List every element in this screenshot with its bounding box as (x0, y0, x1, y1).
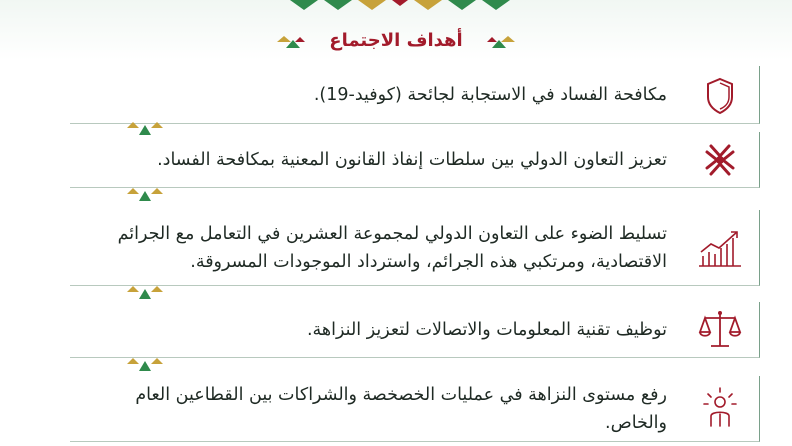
title-row (0, 28, 792, 54)
scales-icon (691, 308, 749, 352)
top-ornament (290, 0, 510, 12)
goal-card (70, 66, 760, 124)
divider-ornament (127, 187, 163, 201)
goal-card (70, 210, 760, 286)
growth-chart-icon (691, 226, 749, 270)
goal-text: توظيف تقنية المعلومات والاتصالات لتعزيز النزاهة. (306, 319, 667, 340)
goal-card (70, 132, 760, 188)
title-ornament-left (277, 36, 305, 48)
goal-text: تعزيز التعاون الدولي بين سلطات إنفاذ القانون المعنية بمكافحة الفساد. (157, 149, 667, 170)
goal-text: مكافحة الفساد في الاستجابة لجائحة (كوفيد-19). (313, 84, 667, 105)
divider-ornament (127, 357, 163, 371)
page-title: أهداف الاجتماع (329, 30, 463, 51)
shield-icon (691, 73, 749, 117)
goal-card (70, 302, 760, 358)
cooperation-hands-icon (691, 138, 749, 182)
person-idea-icon (691, 386, 749, 430)
title-ornament-right (487, 36, 515, 48)
goal-card (70, 376, 760, 442)
goal-text: تسليط الضوء على التعاون الدولي لمجموعة العشرين في التعامل مع الجرائم الاقتصادية، ومرتكبي هذه الجرائم، واسترداد الموجودات المسروقة. (117, 223, 667, 272)
divider-ornament (127, 285, 163, 299)
goal-text: رفع مستوى النزاهة في عمليات الخصخصة والشراكات بين القطاعين العام والخاص. (135, 384, 667, 433)
